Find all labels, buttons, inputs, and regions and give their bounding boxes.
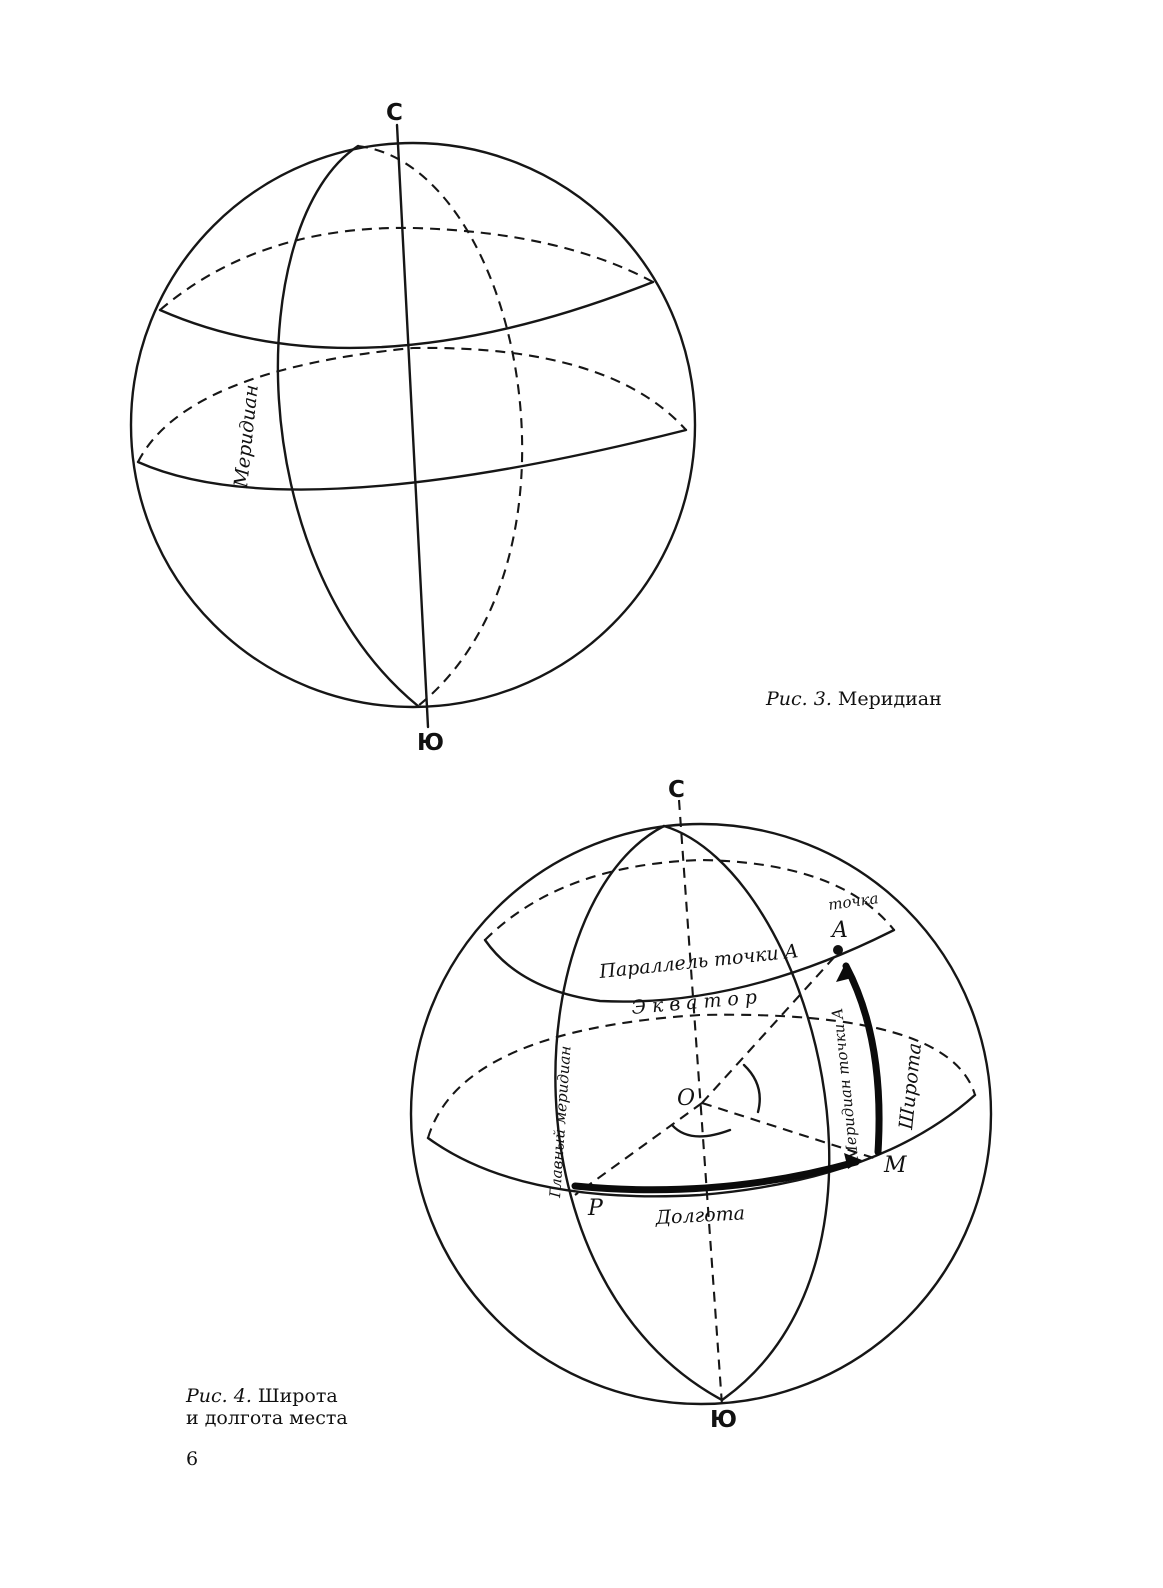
equator-back <box>428 1015 975 1138</box>
figure-3-globe <box>131 100 695 756</box>
point-a-marker <box>833 945 843 955</box>
point-a-label: A <box>832 918 848 943</box>
figure-3-caption <box>766 688 942 710</box>
pole-north-label: С <box>668 777 685 803</box>
latitude-angle-arc <box>744 1065 760 1112</box>
radius-op <box>575 1103 702 1195</box>
point-p-label: P <box>588 1196 603 1221</box>
figure-4-caption-line2: и долгота места <box>186 1407 348 1429</box>
prime-meridian-front <box>555 826 722 1400</box>
meridian-label: Меридиан <box>230 383 263 489</box>
longitude-label: Долгота <box>655 1202 746 1229</box>
figure-4-caption-prefix: Рис. 4. <box>186 1385 252 1407</box>
meridian-a-label: Меридиан точки A <box>828 1007 862 1162</box>
meridian-a-front <box>664 826 829 1400</box>
meridian-back <box>358 146 522 706</box>
pole-south-label: Ю <box>417 730 444 756</box>
figure-4-globe <box>411 777 991 1433</box>
prime-meridian-label: Главный меридиан <box>546 1045 575 1199</box>
parallel-a-label: Параллель точки A <box>598 940 800 983</box>
pole-north-label: С <box>386 100 403 126</box>
equator-label: Экватор <box>630 985 764 1019</box>
figure-3-caption-prefix: Рис. 3. <box>766 688 832 710</box>
latitude-label: Широта <box>895 1041 927 1131</box>
point-word-label: точка <box>827 889 880 914</box>
point-m-label: M <box>884 1153 907 1178</box>
figure-4-caption <box>186 1385 348 1429</box>
pole-south-label: Ю <box>710 1407 737 1433</box>
page-number: 6 <box>186 1448 199 1470</box>
longitude-arc <box>575 1162 856 1190</box>
longitude-angle-arc <box>672 1125 730 1136</box>
radius-oa <box>702 953 838 1103</box>
figure-3-caption-text: Меридиан <box>837 688 942 710</box>
center-o-label: O <box>677 1086 696 1111</box>
polar-axis <box>397 125 428 727</box>
figure-4-caption-line1: Широта <box>257 1385 338 1407</box>
